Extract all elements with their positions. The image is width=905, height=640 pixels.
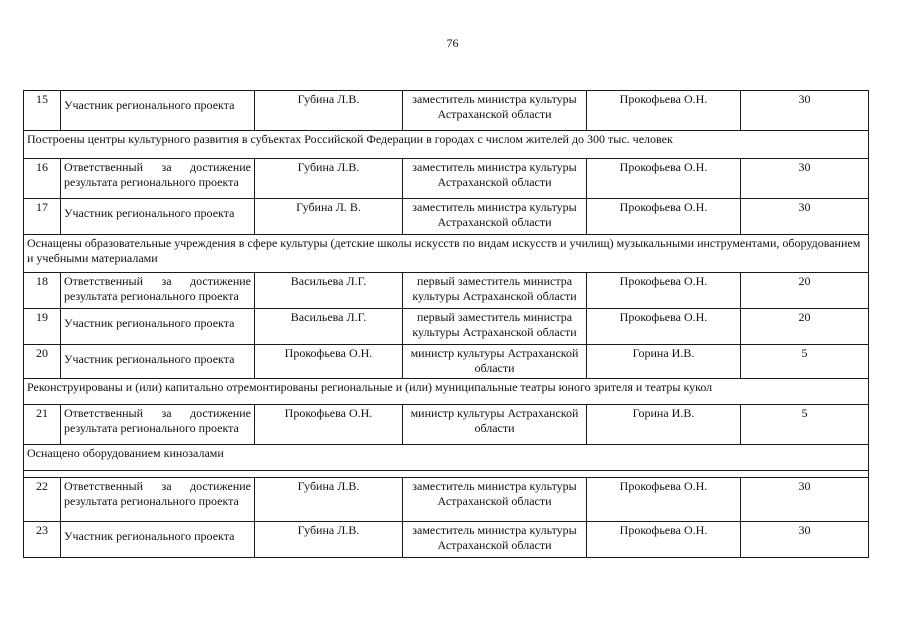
share-cell: 5 (741, 405, 869, 445)
role-cell: Ответственный за достижение результата регионального проекта (61, 159, 255, 199)
participants-table (23, 90, 869, 558)
table-row (24, 199, 869, 235)
table-row (24, 345, 869, 379)
supervisor-cell: Прокофьева О.Н. (587, 478, 741, 522)
table-row (24, 522, 869, 558)
position-cell: заместитель министра культуры Астраханской области (403, 522, 587, 558)
row-number: 18 (24, 273, 61, 309)
person-cell: Губина Л.В. (255, 159, 403, 199)
role-cell: Ответственный за достижение результата регионального проекта (61, 405, 255, 445)
section-row (24, 131, 869, 159)
supervisor-cell: Прокофьева О.Н. (587, 91, 741, 131)
table-row (24, 91, 869, 131)
share-cell: 30 (741, 522, 869, 558)
role-cell: Участник регионального проекта (61, 91, 255, 131)
supervisor-cell: Прокофьева О.Н. (587, 522, 741, 558)
supervisor-cell: Прокофьева О.Н. (587, 309, 741, 345)
role-cell: Ответственный за достижение результата регионального проекта (61, 478, 255, 522)
role-cell: Участник регионального проекта (61, 345, 255, 379)
position-cell: первый заместитель министра культуры Астраханской области (403, 309, 587, 345)
role-cell: Ответственный за достижение результата регионального проекта (61, 273, 255, 309)
spacer-row (24, 471, 869, 478)
position-cell: заместитель министра культуры Астраханской области (403, 478, 587, 522)
share-cell: 30 (741, 91, 869, 131)
position-cell: министр культуры Астраханской области (403, 405, 587, 445)
section-title: Построены центры культурного развития в субъектах Российской Федерации в городах с числом жителей до 300 тыс. человек (24, 131, 869, 159)
person-cell: Васильева Л.Г. (255, 273, 403, 309)
table-row (24, 405, 869, 445)
share-cell: 20 (741, 273, 869, 309)
position-cell: заместитель министра культуры Астраханской области (403, 159, 587, 199)
supervisor-cell: Прокофьева О.Н. (587, 199, 741, 235)
person-cell: Губина Л. В. (255, 199, 403, 235)
section-title: Реконструированы и (или) капитально отремонтированы региональные и (или) муниципальные театры юного зрителя и театры кукол (24, 379, 869, 405)
row-number: 19 (24, 309, 61, 345)
table-row (24, 273, 869, 309)
person-cell: Прокофьева О.Н. (255, 345, 403, 379)
section-title: Оснащено оборудованием кинозалами (24, 445, 869, 471)
share-cell: 30 (741, 159, 869, 199)
supervisor-cell: Прокофьева О.Н. (587, 273, 741, 309)
row-number: 16 (24, 159, 61, 199)
person-cell: Губина Л.В. (255, 522, 403, 558)
position-cell: первый заместитель министра культуры Астраханской области (403, 273, 587, 309)
role-cell: Участник регионального проекта (61, 522, 255, 558)
supervisor-cell: Горина И.В. (587, 405, 741, 445)
row-number: 15 (24, 91, 61, 131)
table-row (24, 478, 869, 522)
section-row (24, 379, 869, 405)
row-number: 22 (24, 478, 61, 522)
section-title: Оснащены образовательные учреждения в сфере культуры (детские школы искусств по видам искусств и училищ) музыкальными инструментами, оборудованием и учебными материалами (24, 235, 869, 273)
share-cell: 30 (741, 478, 869, 522)
row-number: 20 (24, 345, 61, 379)
supervisor-cell: Прокофьева О.Н. (587, 159, 741, 199)
row-number: 21 (24, 405, 61, 445)
person-cell: Прокофьева О.Н. (255, 405, 403, 445)
row-number: 17 (24, 199, 61, 235)
position-cell: министр культуры Астраханской области (403, 345, 587, 379)
page-number: 76 (446, 36, 459, 50)
person-cell: Губина Л.В. (255, 91, 403, 131)
supervisor-cell: Горина И.В. (587, 345, 741, 379)
position-cell: заместитель министра культуры Астраханской области (403, 91, 587, 131)
person-cell: Губина Л.В. (255, 478, 403, 522)
role-cell: Участник регионального проекта (61, 199, 255, 235)
position-cell: заместитель министра культуры Астраханской области (403, 199, 587, 235)
role-cell: Участник регионального проекта (61, 309, 255, 345)
table-row (24, 309, 869, 345)
share-cell: 30 (741, 199, 869, 235)
row-number: 23 (24, 522, 61, 558)
person-cell: Васильева Л.Г. (255, 309, 403, 345)
section-row (24, 445, 869, 471)
table-row (24, 159, 869, 199)
share-cell: 5 (741, 345, 869, 379)
share-cell: 20 (741, 309, 869, 345)
section-row (24, 235, 869, 273)
